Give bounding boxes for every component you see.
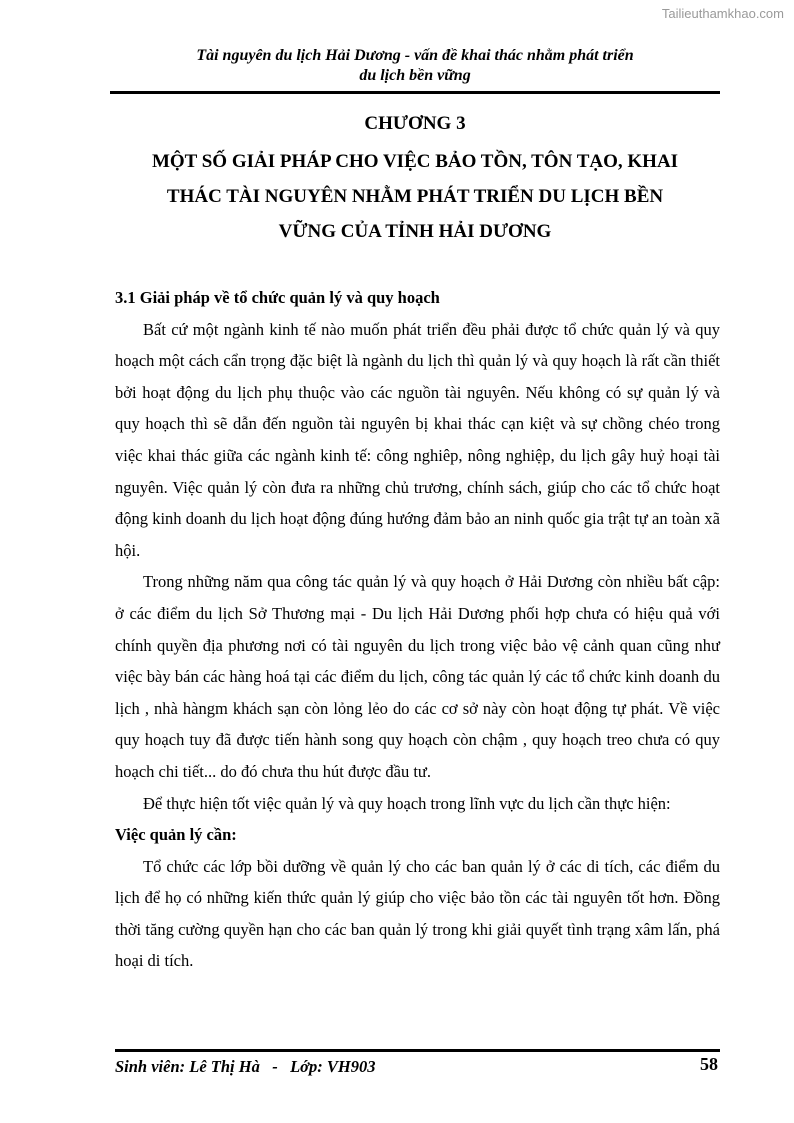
watermark: Tailieuthamkhao.com <box>661 6 784 21</box>
footer-student: Sinh viên: Lê Thị Hà - Lớp: VH903 <box>115 1057 376 1076</box>
running-header-line-1: Tài nguyên du lịch Hải Dương - vấn đề khai thác nhằm phát triển <box>196 47 634 64</box>
chapter-title <box>118 144 712 249</box>
page-number: 58 <box>700 1054 718 1074</box>
chapter-title-line-1: MỘT SỐ GIẢI PHÁP CHO VIỆC BẢO TỒN, TÔN TẠO, KHAI <box>151 151 679 172</box>
chapter-title-line-3: VỮNG CỦA TỈNH HẢI DƯƠNG <box>278 221 552 242</box>
paragraph-4: Tổ chức các lớp bồi dưỡng về quản lý cho các ban quản lý ở các di tích, các điểm du lịch để họ có những kiến thức quản lý giúp cho việc bảo tồn các tài nguyên tốt hơn. Đồng thời tăng cường quyền hạn cho các ban quản lý trong khi giải quyết tình trạng xâm lấn, phá hoại di tích. <box>115 856 720 971</box>
paragraph-2: Trong những năm qua công tác quản lý và quy hoạch ở Hải Dương còn nhiều bất cập: ở các điểm du lịch Sở Thương mại - Du lịch Hải Dương phối hợp chưa có hiệu quả với chính quyền địa phương nơi có tài nguyên du lịch trong việc bảo vệ cảnh quan cũng như việc bày bán các hàng hoá tại các điểm du lịch, công tác quản lý các tổ chức kinh doanh du lịch , nhà hàngm khách sạn còn lỏng lẻo do các cơ sở này còn hoạt động tự phát. Về việc quy hoạch tuy đã được tiến hành song quy hoạch còn chậm , quy hoạch treo chưa có quy hoạch chi tiết... do đó chưa thu hút được đầu tư. <box>115 572 720 781</box>
chapter-title-line-2: THÁC TÀI NGUYÊN NHẰM PHÁT TRIỂN DU LỊCH BỀN <box>166 186 664 207</box>
body-text <box>115 282 720 977</box>
header-rule <box>110 91 720 94</box>
paragraph-3: Để thực hiện tốt việc quản lý và quy hoạch trong lĩnh vực du lịch cần thực hiện: <box>143 793 671 813</box>
paragraph-1: Bất cứ một ngành kinh tế nào muốn phát triển đều phải được tổ chức quản lý và quy hoạch một cách cẩn trọng đặc biệt là ngành du lịch thì quản lý và quy hoạch là rất cần thiết bởi hoạt động du lịch phụ thuộc vào các nguồn tài nguyên. Nếu không có sự quản lý và quy hoạch thì sẽ dẫn đến nguồn tài nguyên bị khai thác cạn kiệt và sự chồng chéo trong việc khai thác giữa các ngành kinh tế: công nghiêp, nông nghiệp, du lịch gây huỷ hoại tài nguyên. Việc quản lý còn đưa ra những chủ trương, chính sách, giúp cho các tổ chức hoạt động kinh doanh du lịch hoạt động đúng hướng đảm bảo an ninh quốc gia trật tự an toàn xã hội. <box>115 319 720 560</box>
subheading: Việc quản lý cần: <box>115 825 237 845</box>
footer-rule <box>115 1049 720 1052</box>
running-header-line-2: du lịch bền vững <box>359 67 471 84</box>
running-header <box>110 46 720 86</box>
section-heading: 3.1 Giải pháp về tổ chức quản lý và quy hoạch <box>115 288 440 307</box>
chapter-number: CHƯƠNG 3 <box>364 113 466 134</box>
